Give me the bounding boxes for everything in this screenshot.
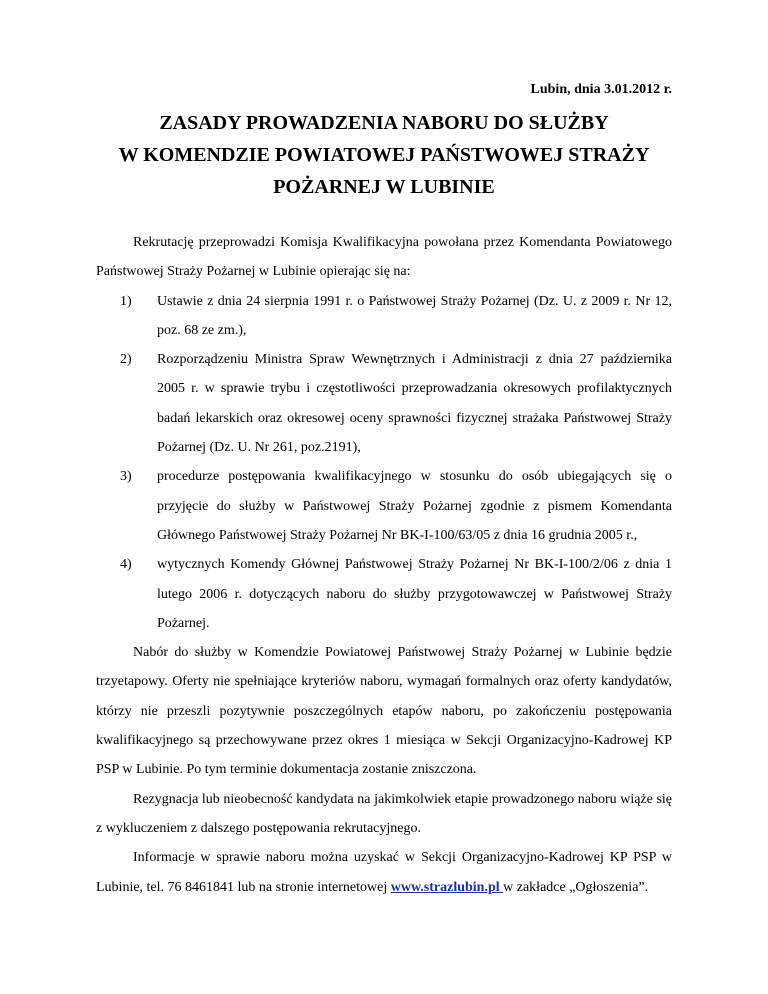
- info-text: Informacje w sprawie naboru można uzyskać w Sekcji Organizacyjno-Kadrowej KP PSP w Lubinie, tel. 76 8461841 lub na stronie internetowej: [96, 850, 672, 895]
- stages-paragraph: Nabór do służby w Komendzie Powiatowej Państwowej Straży Pożarnej w Lubinie będzie trzyetapowy. Oferty nie spełniające kryteriów naboru, wymagań formalnych oraz oferty kandydatów, którzy nie przeszli pozytywnie poszczególnych etapów naboru, po zakończeniu postępowania kwalifikacyjnego są przechowywane przez okres 1 miesiąca w Sekcji Organizacyjno-Kadrowej KP PSP w Lubinie. Po tym terminie dokumentacja zostanie zniszczona.: [96, 645, 672, 778]
- list-item-text: wytycznych Komendy Głównej Państwowej Straży Pożarnej Nr BK-I-100/2/06 z dnia 1 lutego 2006 r. dotyczących naboru do służby przygotowawczej w Państwowej Straży Pożarnej.: [157, 557, 672, 631]
- document-date: Lubin, dnia 3.01.2012 r.: [530, 82, 672, 97]
- list-item: [120, 287, 672, 346]
- list-item: [120, 550, 672, 638]
- title-line-3: POŻARNEJ W LUBINIE: [273, 176, 495, 198]
- list-item-text: Rozporządzeniu Ministra Spraw Wewnętrznych i Administracji z dnia 27 października 2005 r. w sprawie trybu i częstotliwości przeprowadzania okresowych profilaktycznych badań lekarskich oraz okresowej oceny sprawności fizycznej strażaka Państwowej Straży Pożarnej (Dz. U. Nr 261, poz.2191),: [157, 352, 672, 456]
- list-item-number: 1): [120, 293, 132, 309]
- list-item-text: procedurze postępowania kwalifikacyjnego w stosunku do osób ubiegających się o przyjęcie do służby w Państwowej Straży Pożarnej zgodnie z pismem Komendanta Głównego Państwowej Straży Pożarnej Nr BK-I-100/63/05 z dnia 16 grudnia 2005 r.,: [157, 469, 672, 543]
- title-line-2: W KOMENDZIE POWIATOWEJ PAŃSTWOWEJ STRAŻY: [118, 144, 650, 166]
- intro-paragraph: Rekrutację przeprowadzi Komisja Kwalifikacyjna powołana przez Komendanta Powiatowego Państwowej Straży Pożarnej w Lubinie opierając się na:: [96, 235, 672, 280]
- list-item-number: 4): [120, 557, 132, 573]
- list-item-text: Ustawie z dnia 24 sierpnia 1991 r. o Państwowej Straży Pożarnej (Dz. U. z 2009 r. Nr 12, poz. 68 ze zm.),: [157, 293, 672, 338]
- info-text-after: w zakładce „Ogłoszenia”.: [503, 879, 649, 895]
- list-item: [120, 345, 672, 462]
- resignation-paragraph: Rezygnacja lub nieobecność kandydata na jakimkolwiek etapie prowadzonego naboru wiąże się z wykluczeniem z dalszego postępowania rekrutacyjnego.: [96, 791, 672, 836]
- title-line-1: ZASADY PROWADZENIA NABORU DO SŁUŻBY: [159, 112, 609, 134]
- document-title: [96, 107, 672, 203]
- legal-basis-list: [96, 287, 672, 639]
- info-paragraph: [96, 843, 672, 902]
- list-item-number: 2): [120, 352, 132, 368]
- document-body: [96, 228, 672, 902]
- website-link[interactable]: www.strazlubin.pl: [390, 879, 504, 895]
- list-item-number: 3): [120, 469, 132, 485]
- list-item: [120, 462, 672, 550]
